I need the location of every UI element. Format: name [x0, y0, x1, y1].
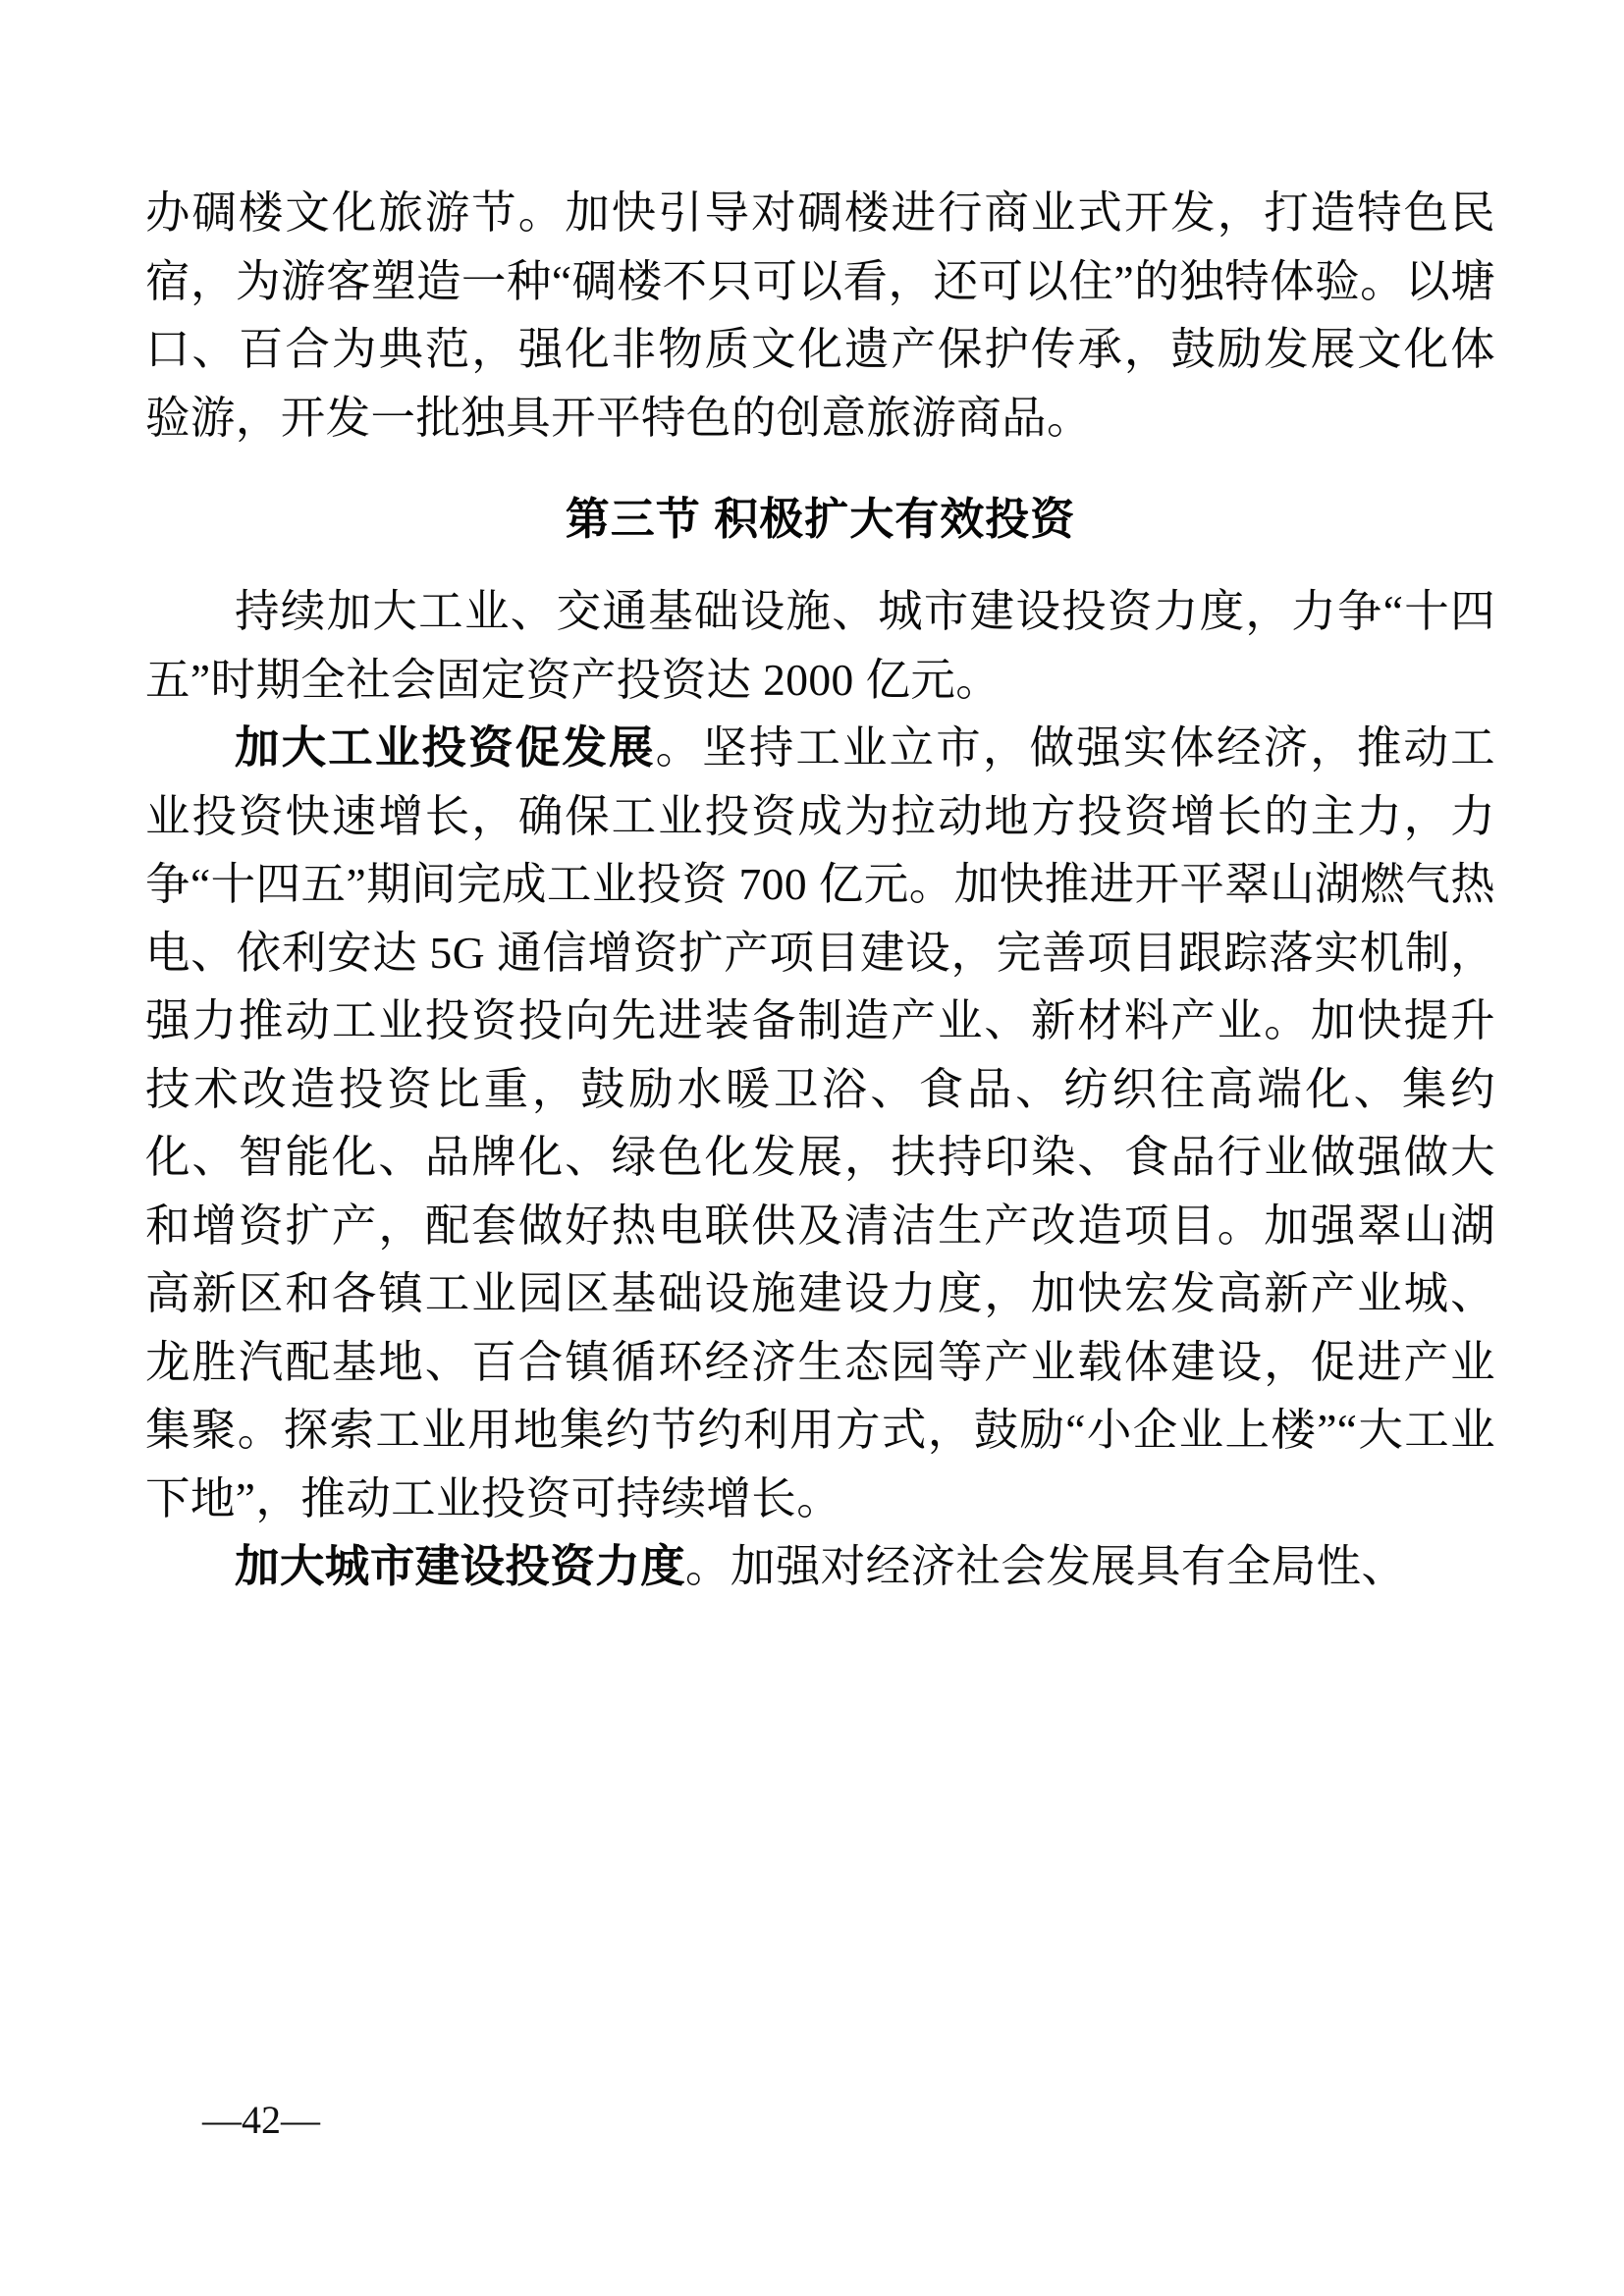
- paragraph-body-industrial: 。坚持工业立市，做强实体经济，推动工业投资快速增长，确保工业投资成为拉动地方投资增长的主力，力争“十四五”期间完成工业投资 700 亿元。加快推进开平翠山湖燃气热电、依利安达 5G 通信增资扩产项目建设，完善项目跟踪落实机制，强力推动工业投资投向先进装备制造产业、新材料产业。加快提升技术改造投资比重，鼓励水暖卫浴、食品、纺织往高端化、集约化、智能化、品牌化、绿色化发展，扶持印染、食品行业做强做大和增资扩产，配套做好热电联供及清洁生产改造项目。加强翠山湖高新区和各镇工业园区基础设施建设力度，加快宏发高新产业城、龙胜汽配基地、百合镇循环经济生态园等产业载体建设，促进产业集聚。探索工业用地集约节约利用方式，鼓励“小企业上楼”“大工业下地”，推动工业投资可持续增长。: [145, 722, 1495, 1523]
- page-number: —42—: [202, 2098, 320, 2142]
- paragraph-continuation: 办碉楼文化旅游节。加快引导对碉楼进行商业式开发，打造特色民宿，为游客塑造一种“碉楼不只可以看，还可以住”的独特体验。以塘口、百合为典范，强化非物质文化遗产保护传承，鼓励发展文化体验游，开发一批独具开平特色的创意旅游商品。: [145, 187, 1495, 443]
- section-heading: 第三节 积极扩大有效投资: [565, 494, 1076, 544]
- paragraph-urban-construction-investment: [145, 1532, 1495, 1601]
- paragraph-investment-overview: 持续加大工业、交通基础设施、城市建设投资力度，力争“十四五”时期全社会固定资产投资达 2000 亿元。: [145, 586, 1495, 705]
- paragraph-lead-in-urban: 加大城市建设投资力度: [235, 1541, 686, 1591]
- page-content: [145, 179, 1495, 1601]
- paragraph-body-urban: 。加强对经济社会发展具有全局性、: [685, 1541, 1407, 1591]
- paragraph-industrial-investment: [145, 714, 1495, 1532]
- paragraph-lead-in-industrial: 加大工业投资促发展: [235, 722, 656, 773]
- paragraph-spacer: [145, 452, 1495, 457]
